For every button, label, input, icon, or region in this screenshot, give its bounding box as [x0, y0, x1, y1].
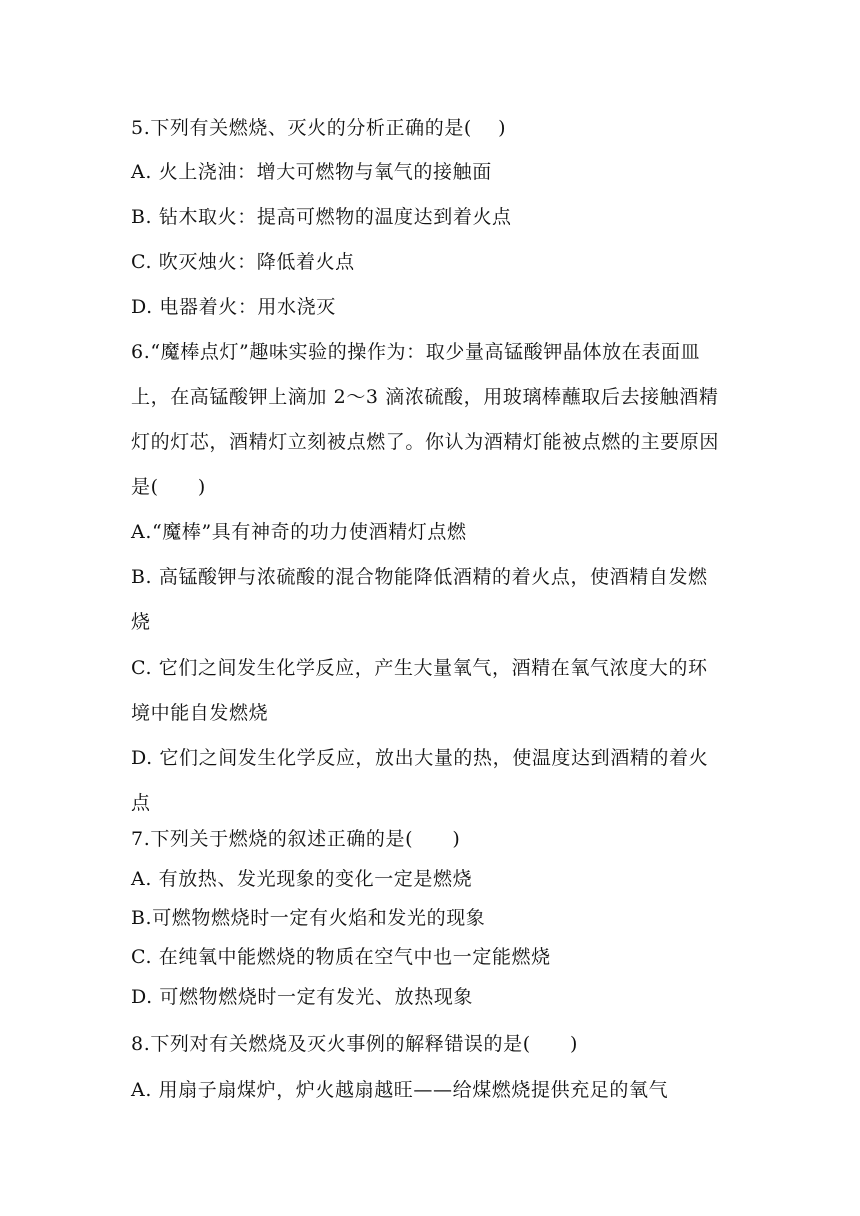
question-7-option-a: A. 有放热、发光现象的变化一定是燃烧 [131, 868, 473, 890]
question-6-option-d-line-1: D. 它们之间发生化学反应，放出大量的热，使温度达到酒精的着火 [131, 747, 709, 769]
question-6-stem-line-2: 上，在高锰酸钾上滴加 2～3 滴浓硫酸，用玻璃棒蘸取后去接触酒精 [131, 386, 719, 408]
question-8-stem: 8.下列对有关燃烧及灭火事例的解释错误的是( ) [131, 1033, 578, 1055]
question-6-stem-line-4: 是( ) [131, 476, 206, 498]
question-5-option-c: C. 吹灭烛火：降低着火点 [131, 251, 355, 273]
question-8-option-a: A. 用扇子扇煤炉，炉火越扇越旺——给煤燃烧提供充足的氧气 [131, 1079, 669, 1101]
question-5-option-a: A. 火上浇油：增大可燃物与氧气的接触面 [131, 161, 492, 183]
question-6-option-b-line-1: B. 高锰酸钾与浓硫酸的混合物能降低酒精的着火点，使酒精自发燃 [131, 566, 708, 588]
question-6-option-c-line-2: 境中能自发燃烧 [131, 702, 269, 724]
question-6-stem-line-1: 6.“魔棒点灯”趣味实验的操作为：取少量高锰酸钾晶体放在表面皿 [131, 341, 701, 363]
question-7-stem: 7.下列关于燃烧的叙述正确的是( ) [131, 828, 461, 850]
question-6-option-c-line-1: C. 它们之间发生化学反应，产生大量氧气，酒精在氧气浓度大的环 [131, 657, 708, 679]
question-5-option-b: B. 钻木取火：提高可燃物的温度达到着火点 [131, 206, 512, 228]
question-5-option-d: D. 电器着火：用水浇灭 [131, 296, 336, 318]
question-7-option-c: C. 在纯氧中能燃烧的物质在空气中也一定能燃烧 [131, 946, 551, 968]
question-5-stem: 5.下列有关燃烧、灭火的分析正确的是( ) [131, 117, 507, 139]
question-6-option-b-line-2: 烧 [131, 611, 151, 633]
question-6-stem-line-3: 灯的灯芯，酒精灯立刻被点燃了。你认为酒精灯能被点燃的主要原因 [131, 431, 720, 453]
question-6-option-d-line-2: 点 [131, 792, 151, 814]
question-7-option-b: B.可燃物燃烧时一定有火焰和发光的现象 [131, 907, 486, 929]
question-6-option-a: A.“魔棒”具有神奇的功力使酒精灯点燃 [131, 521, 467, 543]
question-7-option-d: D. 可燃物燃烧时一定有发光、放热现象 [131, 986, 474, 1008]
